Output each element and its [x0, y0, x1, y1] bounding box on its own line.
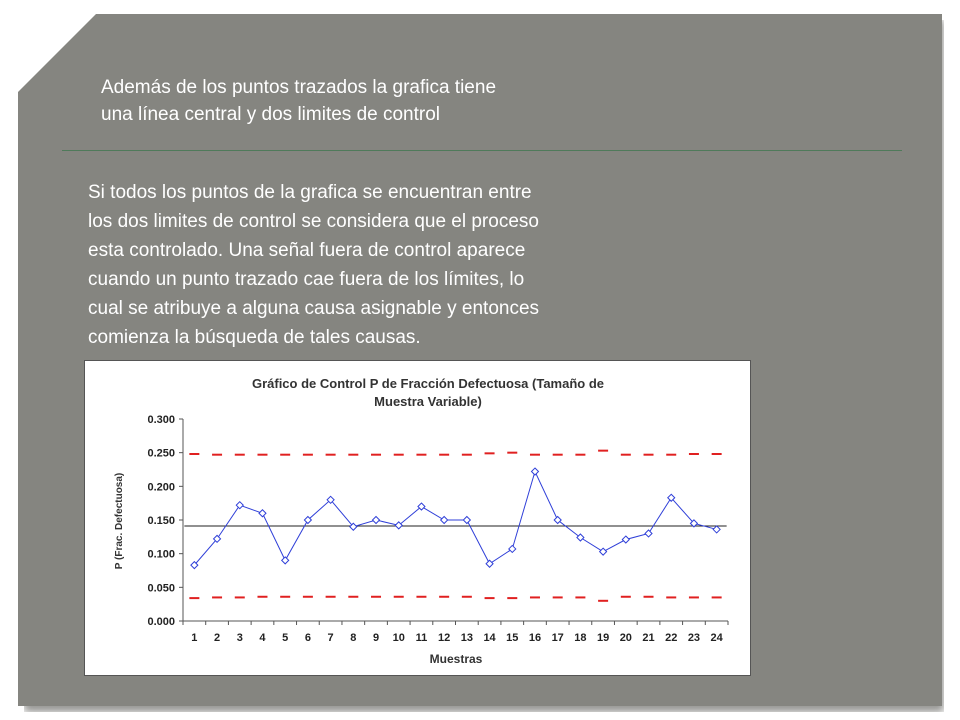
- data-point: [236, 502, 243, 509]
- data-point: [645, 530, 652, 537]
- y-tick-label: 0.150: [147, 515, 175, 527]
- body-line: Si todos los puntos de la grafica se encuentran entre: [88, 182, 532, 203]
- x-tick-label: 8: [350, 632, 357, 644]
- x-tick-label: 23: [687, 632, 701, 644]
- x-tick-label: 19: [596, 632, 610, 644]
- x-tick-label: 21: [642, 632, 655, 644]
- x-tick-label: 1: [191, 632, 198, 644]
- body-line: esta controlado. Una señal fuera de control aparece: [88, 240, 526, 261]
- control-chart: [84, 360, 751, 676]
- x-tick-label: 20: [619, 632, 632, 644]
- intro-line-1: Además de los puntos trazados la grafica tiene: [101, 77, 497, 98]
- x-tick-label: 22: [665, 632, 678, 644]
- body-line: los dos limites de control se considera que el proceso: [88, 211, 539, 232]
- data-point: [441, 517, 448, 524]
- data-point: [622, 536, 629, 543]
- x-tick-label: 12: [438, 632, 451, 644]
- y-tick-label: 0.050: [147, 582, 175, 595]
- x-tick-label: 24: [710, 632, 723, 644]
- body-line: cual se atribuye a alguna causa asignable y entonces: [88, 298, 540, 319]
- x-tick-label: 13: [460, 632, 473, 644]
- y-tick-label: 0.300: [147, 414, 175, 426]
- intro-line-2: una línea central y dos limites de control: [101, 104, 441, 125]
- data-point: [509, 545, 516, 552]
- chart-canvas: [85, 361, 750, 675]
- y-tick-label: 0.000: [147, 616, 175, 628]
- body-line: cuando un punto trazado cae fuera de los límites, lo: [88, 269, 525, 290]
- data-point: [373, 517, 380, 524]
- x-tick-label: 7: [327, 632, 334, 644]
- x-tick-label: 16: [528, 632, 542, 644]
- y-tick-label: 0.250: [147, 447, 175, 460]
- x-tick-label: 9: [372, 632, 380, 644]
- x-tick-label: 2: [214, 632, 221, 644]
- divider: [62, 150, 902, 151]
- x-tick-label: 17: [551, 632, 564, 644]
- chart-title-line-1: Gráfico de Control P de Fracción Defectuosa (Tamaño de: [251, 376, 605, 391]
- data-point: [531, 468, 538, 475]
- x-tick-label: 3: [236, 632, 243, 644]
- data-point: [463, 517, 470, 524]
- x-axis-label: Muestras: [429, 652, 483, 666]
- body-line: comienza la búsqueda de tales causas.: [88, 327, 421, 348]
- data-point: [486, 560, 493, 567]
- data-point: [713, 526, 720, 533]
- x-tick-label: 11: [415, 632, 428, 644]
- x-tick-label: 15: [506, 632, 519, 644]
- body-paragraph: [88, 178, 668, 352]
- x-tick-label: 10: [392, 632, 405, 644]
- x-tick-label: 18: [574, 632, 587, 644]
- y-tick-label: 0.100: [147, 548, 175, 561]
- data-point: [600, 548, 607, 555]
- intro-text: [101, 74, 661, 128]
- y-axis-label: P (Frac. Defectuosa): [114, 472, 125, 570]
- y-tick-label: 0.200: [147, 481, 175, 494]
- x-tick-label: 5: [282, 632, 289, 644]
- data-point: [282, 557, 289, 564]
- data-point: [259, 510, 266, 517]
- x-tick-label: 14: [483, 632, 496, 644]
- x-tick-label: 6: [304, 632, 311, 644]
- x-tick-label: 4: [259, 632, 266, 644]
- chart-title-line-2: Muestra Variable): [374, 394, 482, 409]
- series-line: [194, 472, 716, 566]
